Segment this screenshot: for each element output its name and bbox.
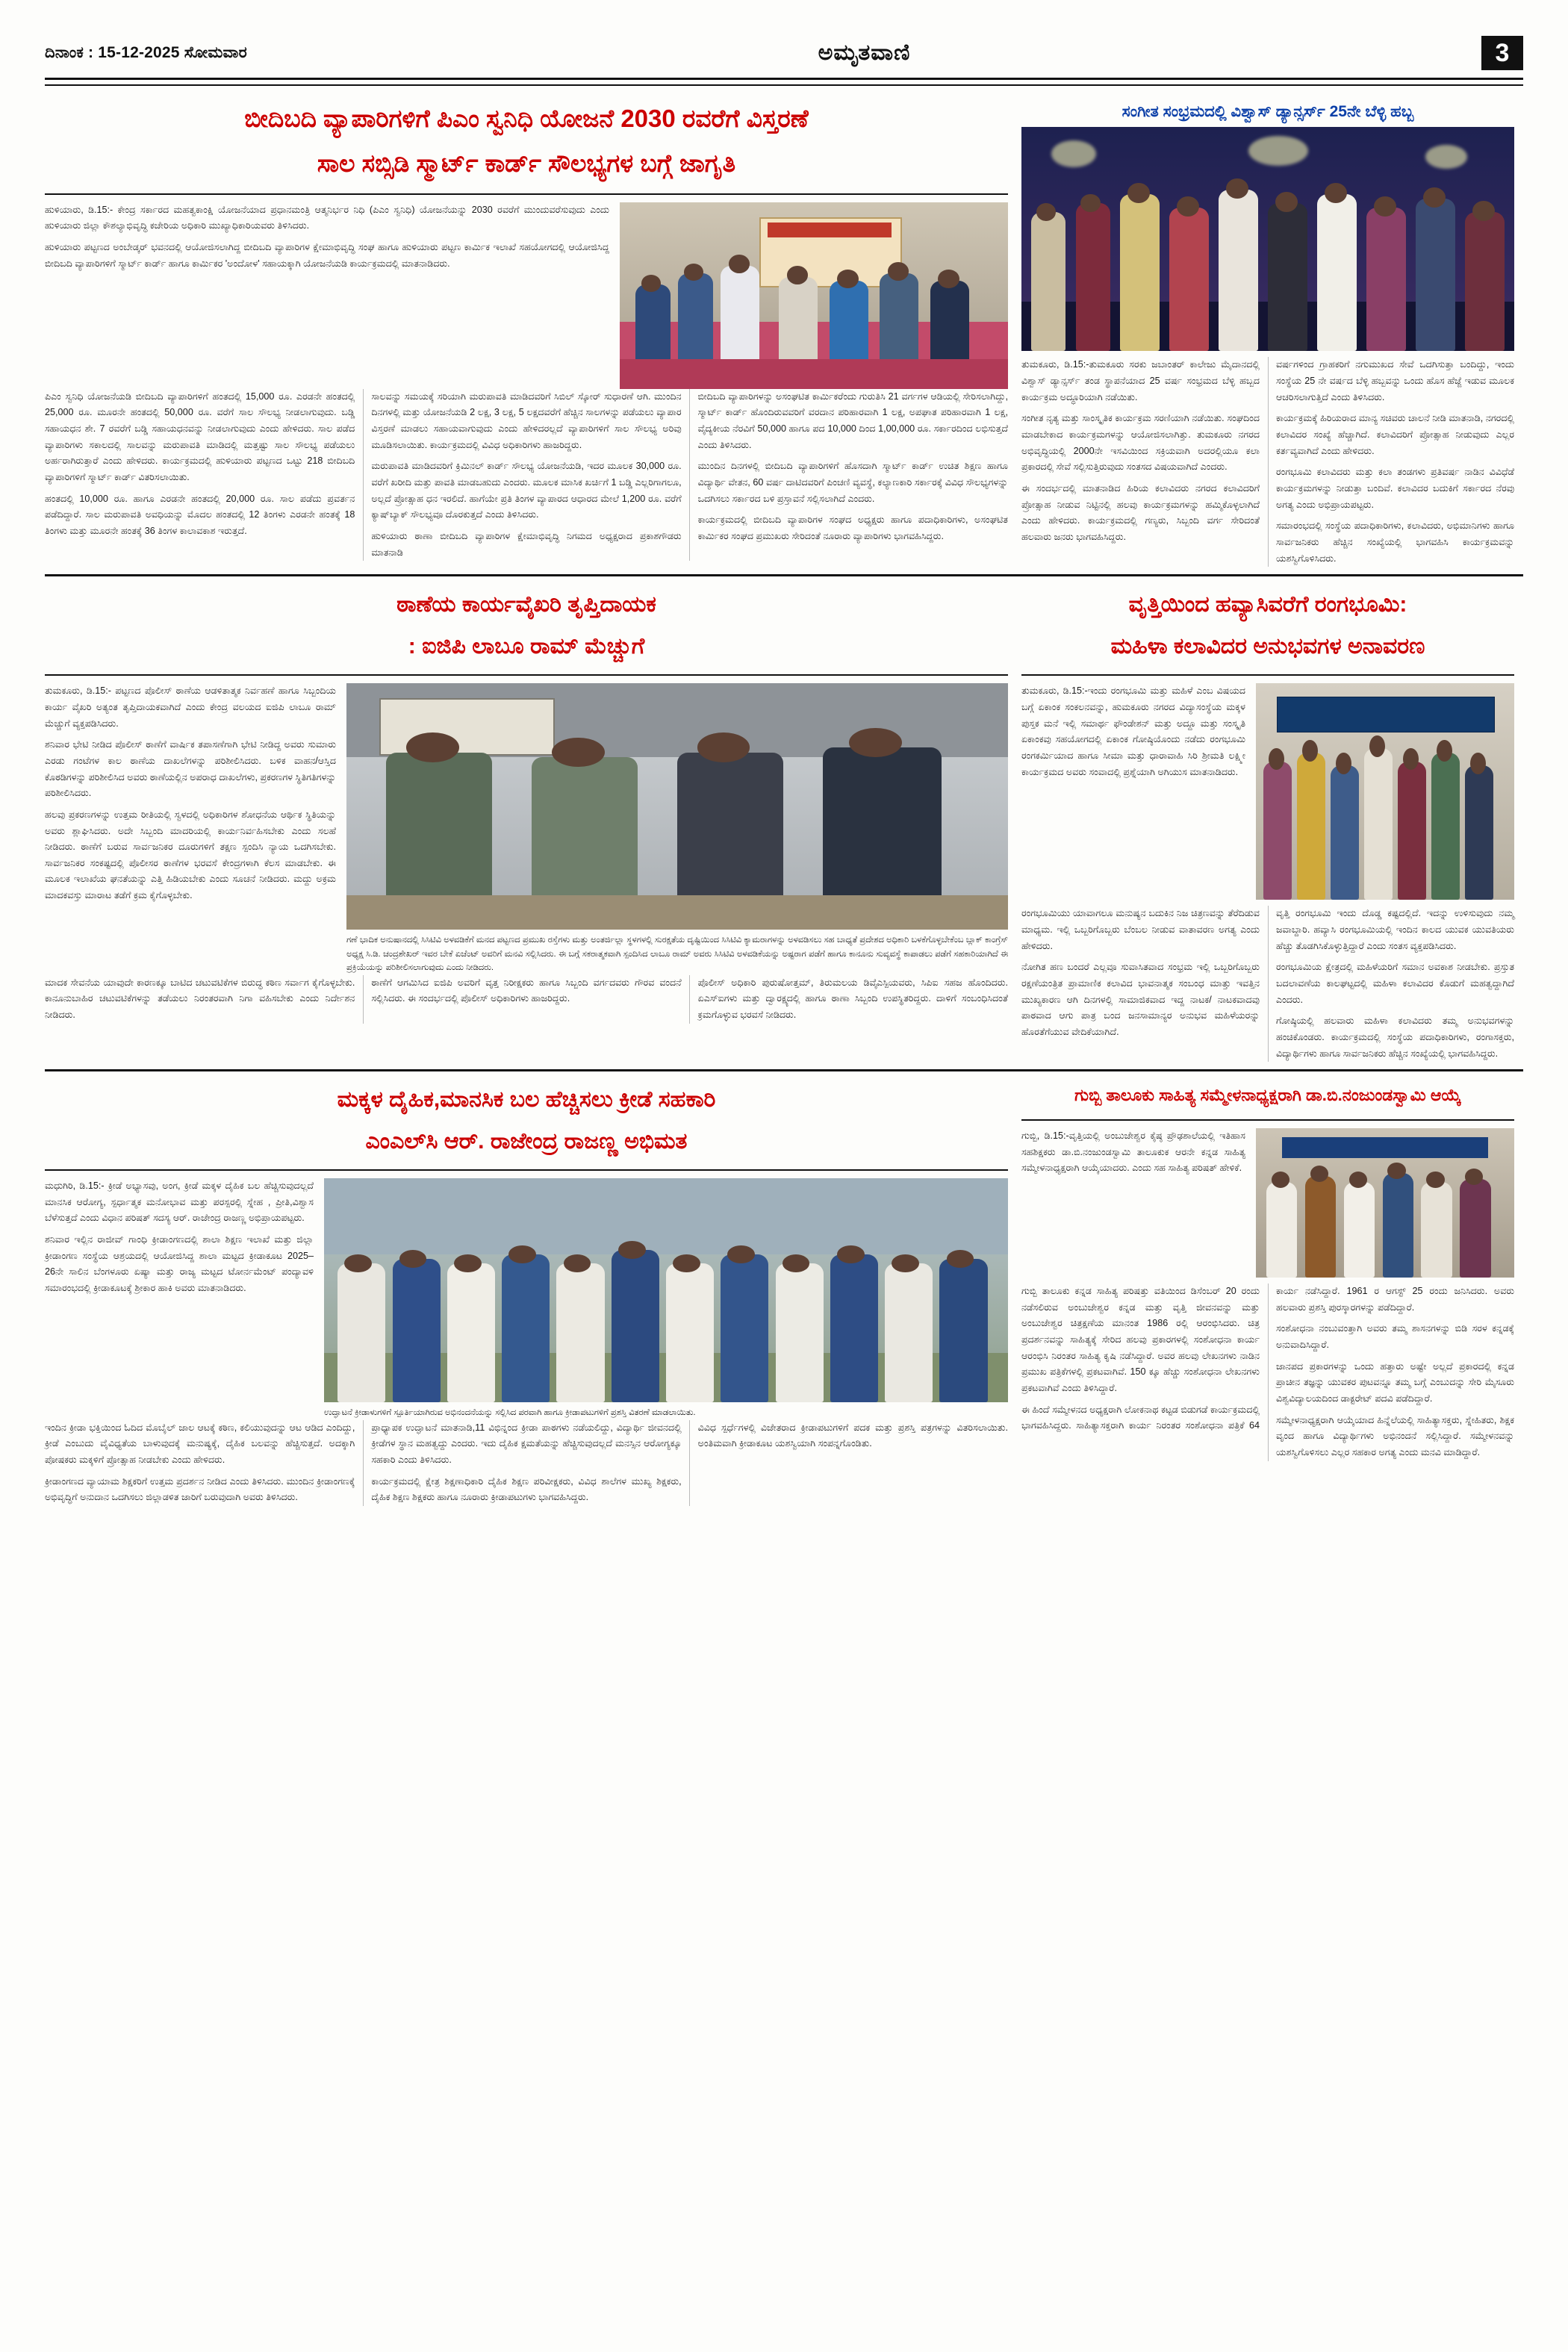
paragraph: ಹಂತದಲ್ಲಿ 10,000 ರೂ. ಹಾಗೂ ಎರಡನೇ ಹಂತದಲ್ಲಿ 20,000 ರೂ. ಸಾಲ ಪಡೆದು ಪ್ರವರ್ತನ ಪಡೆದಿದ್ದಾರೆ. ಸಾಲ ಮರುಪಾವತಿ ಅವಧಿಯನ್ನು ಮೊದಲ ಹಂತದಲ್ಲಿ 12 ತಿಂಗಳು ಎರಡನೇ ಹಂತಕ್ಕೆ 18 ತಿಂಗಳು ಮತ್ತು ಮೂರನೇ ಹಂತಕ್ಕೆ 36 ತಿಂಗಳ ಕಾಲಾವಕಾಶ ಇರುತ್ತದೆ. bbox=[45, 493, 355, 536]
paragraph: ಸಂಗೀತ ನೃತ್ಯ ಮತ್ತು ಸಾಂಸ್ಕೃತಿಕ ಕಾರ್ಯಕ್ರಮ ಸರಣಿಯಾಗಿ ನಡೆಯಿತು. ಸಂಘದಿಂದ ಮಾಡಬೇಕಾದ ಕಾರ್ಯಕ್ರಮಗಳನ್ನು ಆಯೋಜಿಸಲಾಗಿತ್ತು. ತುಮಕೂರು ನಗರದ ಅಭಿವೃದ್ಧಿಯಲ್ಲಿ 2000ನೇ ಇಸವಿಯಿಂದ ಸಕ್ರಿಯವಾಗಿ ಅದರಲ್ಲಿಯೂ ಕಲಾ ಪ್ರಕಾರದಲ್ಲಿ ಸೇವೆ ಸಲ್ಲಿಸುತ್ತಿರುವುದು ಸಂತಸದ ವಿಷಯವಾಗಿದೆ ಎಂದರು. bbox=[1021, 413, 1260, 473]
article-police-station bbox=[45, 585, 1008, 1062]
article-vishwas-dancers bbox=[1021, 98, 1514, 567]
vishwas-photo bbox=[1021, 127, 1514, 351]
gubbi-body bbox=[1021, 1128, 1514, 1461]
paragraph: ಪಿಎಂ ಸ್ವನಿಧಿ ಯೋಜನೆಯಡಿ ಬೀದಿಬದಿ ವ್ಯಾಪಾರಿಗಳಿಗೆ ಹಂತದಲ್ಲಿ 15,000 ರೂ. ಎರಡನೇ ಹಂತದಲ್ಲಿ 25,000 ರೂ. ಮೂರನೇ ಹಂತದಲ್ಲಿ 50,000 ರೂ. ವರೆಗೆ ಸಾಲ ಸೌಲಭ್ಯ ನೀಡಲಾಗುವುದು. ಬಡ್ಡಿ ಸಹಾಯಧನ ಶೇ. 7 ರವರೆಗೆ ಬಡ್ಡಿ ಸಹಾಯಧನವನ್ನು ನೀಡಲಾಗುವುದು ಎಂದು ಹೇಳಿದರು. ಸಾಲ ಪಡೆದ ವ್ಯಾಪಾರಿಗಳು ಸಕಾಲದಲ್ಲಿ ಸಾಲವನ್ನು ಮರುಪಾವತಿ ಮಾಡಿದಲ್ಲಿ ಮತ್ತಷ್ಟು ಸಾಲ ಸೌಲಭ್ಯ ಪಡೆಯಲು ಅರ್ಹರಾಗಿರುತ್ತಾರೆ ಎಂದು ಹೇಳಿದರು. ಕಾರ್ಯಕ್ರಮದಲ್ಲಿ ಹುಳಿಯಾರು ಪಟ್ಟಣದ ಒಟ್ಟು 218 ಬೀದಿಬದಿ ವ್ಯಾಪಾರಿಗಳಿಗೆ ಸ್ಮಾರ್ಟ್ ಕಾರ್ಡ್ ವಿತರಿಸಲಾಯಿತು. bbox=[45, 391, 355, 482]
paragraph: ಮಧುಗಿರಿ, ಡಿ.15:- ಕ್ರೀಡೆ ಅಭ್ಯಾಸವು, ಅಂಗ, ಕ್ರೀಡೆ ಮಕ್ಕಳ ದೈಹಿಕ ಬಲ ಹೆಚ್ಚಿಸುವುದಲ್ಲದೆ ಮಾನಸಿಕ ಆರೋಗ್ಯ, ಸ್ಪರ್ಧಾತ್ಮಕ ಮನೋಭಾವ ಮತ್ತು ಪರಸ್ಪರಲ್ಲಿ ಸ್ನೇಹ , ಪ್ರೀತಿ,ವಿಶ್ವಾಸ ಬೆಳೆಸುತ್ತದೆ ಎಂದು ವಿಧಾನ ಪರಿಷತ್ ಸದಸ್ಯ ಆರ್. ರಾಜೇಂದ್ರ ರಾಜಣ್ಣ ಅಭಿಪ್ರಾಯಪಟ್ಟರು. bbox=[45, 1180, 314, 1224]
article-sports-children bbox=[45, 1080, 1008, 1506]
paragraph: ವಿವಿಧ ಸ್ಪರ್ಧೆಗಳಲ್ಲಿ ವಿಜೇತರಾದ ಕ್ರೀಡಾಪಟುಗಳಿಗೆ ಪದಕ ಮತ್ತು ಪ್ರಶಸ್ತಿ ಪತ್ರಗಳನ್ನು ವಿತರಿಸಲಾಯಿತು. ಅಂತಿಮವಾಗಿ ಕ್ರೀಡಾಕೂಟ ಯಶಸ್ವಿಯಾಗಿ ಸಂಪನ್ನಗೊಂಡಿತು. bbox=[697, 1422, 1008, 1449]
sports-photo bbox=[324, 1178, 1008, 1402]
article-gubbi-sahitya bbox=[1021, 1080, 1514, 1506]
article-pm-svanidhi bbox=[45, 98, 1008, 567]
divider bbox=[45, 193, 1008, 195]
paragraph: ತುಮಕೂರು, ಡಿ.15:-ತುಮಕೂರು ಸರಕು ಜಬಾಂತರ್ ಕಾಲೇಜು ಮೈದಾನದಲ್ಲಿ ವಿಶ್ವಾಸ್ ಡ್ಯಾನ್ಸರ್ಸ್ ತಂಡ ಸ್ಥಾಪನೆಯಾದ 25 ವರ್ಷ ಸಂಭ್ರಮದ ಬೆಳ್ಳಿ ಹಬ್ಬದ ಕಾರ್ಯಕ್ರಮ ಅದ್ಧೂರಿಯಾಗಿ ನಡೆಯಿತು. bbox=[1021, 359, 1260, 402]
police-headline-1: ಠಾಣೆಯ ಕಾರ್ಯವೈಖರಿ ತೃಪ್ತಿದಾಯಕ bbox=[396, 592, 656, 617]
sports-headline-1: ಮಕ್ಕಳ ದೈಹಿಕ,ಮಾನಸಿಕ ಬಲ ಹೆಚ್ಚಿಸಲು ಕ್ರೀಡೆ ಸಹಕಾರಿ bbox=[337, 1087, 716, 1113]
paragraph: ರಂಗಭೂಮಿಯು ಯಾವಾಗಲೂ ಮನುಷ್ಯನ ಬದುಕಿನ ನಿಜ ಚಿತ್ರಣವನ್ನು ತೆರೆದಿಡುವ ಮಾಧ್ಯಮ. ಇಲ್ಲಿ ಒಬ್ಬರಿಗೊಬ್ಬರು ಬೆಂಬಲ ನೀಡುವ ವಾತಾವರಣ ಅಗತ್ಯ ಎಂದು ಹೇಳಿದರು. bbox=[1021, 908, 1260, 951]
paragraph: ಪ್ರಾಧ್ಯಾಪಕ ಉದ್ಘಾಟನೆ ಮಾತನಾಡಿ,11 ವಿಭಿನ್ನಂದ ಕ್ರೀಡಾ ಪಾಠಗಳು ನಡೆಯಲಿದ್ದು, ವಿದ್ಯಾರ್ಥಿ ಜೀವನದಲ್ಲಿ ಕ್ರೀಡೆಗಳ ಸ್ಥಾನ ಮಹತ್ವದ್ದು ಎಂದರು. ಇದು ದೈಹಿಕ ಕ್ಷಮತೆಯನ್ನು ಹೆಚ್ಚಿಸುವುದಲ್ಲದೆ ಮನಸ್ಸಿನ ಆರೋಗ್ಯಕ್ಕೂ ಸಹಕಾರಿ ಎಂದು ತಿಳಿಸಿದರು. bbox=[371, 1422, 682, 1465]
vishwas-body bbox=[1021, 357, 1514, 567]
masthead-rule bbox=[45, 84, 1523, 86]
theatre-headline-1: ವೃತ್ತಿಯಿಂದ ಹವ್ಯಾಸಿವರೆಗೆ ರಂಗಭೂಮಿ: bbox=[1128, 592, 1407, 617]
paragraph: ಠಾಣೆಗೆ ಆಗಮಿಸಿದ ಐಜಿಪಿ ಅವರಿಗೆ ವೃತ್ತ ನಿರೀಕ್ಷಕರು ಹಾಗೂ ಸಿಬ್ಬಂದಿ ವರ್ಗದವರು ಗೌರವ ವಂದನೆ ಸಲ್ಲಿಸಿದರು. ಈ ಸಂದರ್ಭದಲ್ಲಿ ಪೊಲೀಸ್ ಅಧಿಕಾರಿಗಳು ಹಾಜರಿದ್ದರು. bbox=[371, 977, 682, 1004]
paragraph: ಕಾರ್ಯಕ್ರಮದಲ್ಲಿ ಬೀದಿಬದಿ ವ್ಯಾಪಾರಿಗಳ ಸಂಘದ ಅಧ್ಯಕ್ಷರು ಹಾಗೂ ಪದಾಧಿಕಾರಿಗಳು, ಅಸಂಘಟಿತ ಕಾರ್ಮಿಕರ ಸಂಘದ ಪ್ರಮುಖರು ಸೇರಿದಂತೆ ನೂರಾರು ವ್ಯಾಪಾರಿಗಳು ಭಾಗವಹಿಸಿದ್ದರು. bbox=[697, 514, 1008, 541]
bottom-section bbox=[45, 1080, 1523, 1506]
section-divider-2 bbox=[45, 1069, 1523, 1071]
vishwas-headline: ಸಂಗೀತ ಸಂಭ್ರಮದಲ್ಲಿ ವಿಶ್ವಾಸ್ ಡ್ಯಾನ್ಸರ್ಸ್ 25ನೇ ಬೆಳ್ಳಿ ಹಬ್ಬ bbox=[1121, 103, 1414, 120]
paragraph: ಹಲವು ಪ್ರಕರಣಗಳನ್ನು ಉತ್ತಮ ರೀತಿಯಲ್ಲಿ ಸ್ವಳದಲ್ಲಿ ಅಧಿಕಾರಿಗಳ ಶೋಧನೆಯ ಆರ್ಥಿಕ ಸ್ಥಿತಿಯನ್ನು ಅವರು ಶ್ಲಾಘಿಸಿದರು. ಅದೇ ಸಿಬ್ಬಂದಿ ಮಾದರಿಯಲ್ಲಿ ಕಾರ್ಯನಿರ್ವಹಿಸಬೇಕು ಎಂದು ಸಲಹೆ ನೀಡಿದರು. ಠಾಣೆಗೆ ಬರುವ ಸಾರ್ವಜನಿಕರ ದೂರುಗಳಿಗೆ ತಕ್ಷಣ ಸ್ಪಂದಿಸಿ ನ್ಯಾಯ ಒದಗಿಸಬೇಕು. ಸಾರ್ವಜನಿಕರ ಸಂಕಷ್ಟದಲ್ಲಿ ಪೊಲೀಸರ ಠಾಣೆಗಳ ಭರವಸೆ ಕೇಂದ್ರಗಳಾಗಿ ಕೆಲಸ ಮಾಡಬೇಕು. ಈ ಮೂಲಕ ಇಲಾಖೆಯ ಘನತೆಯನ್ನು ಎತ್ತಿ ಹಿಡಿಯಬೇಕು ಎಂದು ಸೂಚನೆ ನೀಡಿದರು. ಮದ್ದು ಅಕ್ರಮ ಮಾದಕವಸ್ತು ಮಾರಾಟ ತಡೆಗೆ ಕ್ರಮ ಕೈಗೊಳ್ಳಬೇಕು. bbox=[45, 809, 336, 901]
pm-svanidhi-headline-2: ಸಾಲ ಸಬ್ಸಿಡಿ ಸ್ಮಾರ್ಟ್ ಕಾರ್ಡ್ ಸೌಲಭ್ಯಗಳ ಬಗ್ಗೆ ಜಾಗೃತಿ bbox=[317, 149, 736, 177]
paragraph: ಬೀದಿಬದಿ ವ್ಯಾಪಾರಿಗಳನ್ನು ಅಸಂಘಟಿತ ಕಾರ್ಮಿಕರೆಂದು ಗುರುತಿಸಿ 21 ವರ್ಗಗಳ ಆಡಿಯಲ್ಲಿ ಸೇರಿಸಲಾಗಿದ್ದು, ಸ್ಮಾರ್ಟ್ ಕಾರ್ಡ್ ಹೊಂದಿರುವವರಿಗೆ ವರದಾನ ಪರಿಹಾರವಾಗಿ 1 ಲಕ್ಷ, ಅಪಘಾತ ಪರಿಹಾರವಾಗಿ 1 ಲಕ್ಷ, ವೈದ್ಯಕೀಯ ನೆರವಿಗೆ 50,000 ಹಾಗೂ ಪದ 10,000 ದಿಂದ 1,00,000 ರೂ. ಸರ್ಕಾರದಿಂದ ಲಭಿಸುತ್ತದೆ ಎಂದು ತಿಳಿಸಿದರು. bbox=[697, 391, 1008, 450]
paragraph: ಪೊಲೀಸ್ ಅಧಿಕಾರಿ ಪುರುಷೋತ್ತಮ್, ತಿರುಮಲಯ ಡಿವೈಎಸ್ಪಿಯವರು, ಸಿಪಿಐ ಸಹಜ ಹೊಂದಿದರು. ಏಎಸ್‌ಐಗಳು ಮತ್ತು ದ್ವಾರಕ್ಷ್ಯದಲ್ಲಿ ಹಾಗೂ ಠಾಣಾ ಸಿಬ್ಬಂದಿ ಉಪಸ್ಥಿತರಿದ್ದರು. ದಾಳಿಗೆ ಸಂಬಂಧಿಸಿದಂತೆ ಕ್ರಮಗೊಳ್ಳುವ ಭರವಸೆ ನೀಡಿದರು. bbox=[697, 977, 1008, 1020]
paragraph: ಗುಬ್ಬಿ ತಾಲೂಕು ಕನ್ನಡ ಸಾಹಿತ್ಯ ಪರಿಷತ್ತು ವತಿಯಿಂದ ಡಿಸೆಂಬರ್ 20 ರಂದು ನಡೆಸಲಿರುವ ಅಂಬುಜೇಶ್ವರ ಕನ್ನಡ ಮತ್ತು ವೃತ್ತಿ ಜೀವನವನ್ನು ಮತ್ತು ಅಂಬುಜೇಶ್ವರ ಚಿತ್ರಕ್ಷಣೆಯ ಮಾನಂತ 1986 ರಲ್ಲಿ ಆರಂಭಿಸಿದರು. ಚಿತ್ರ ಪ್ರದರ್ಶನವನ್ನು ಸಾಹಿತ್ಯಕ್ಕೆ ಸೇರಿದ ಹಲವು ಪ್ರಕಾರಗಳಲ್ಲಿ ಸಂಶೋಧನಾ ಕಾರ್ಯ ಆರಂಭಿಸಿ ನಿರಂತರ ಸಾಹಿತ್ಯ ಕೃಷಿ ನಡೆಸಿದ್ದಾರೆ. ಅವರ ಹಲವು ಲೇಖನಗಳು ನಾಡಿನ ಪ್ರಮುಖ ಪತ್ರಿಕೆಗಳಲ್ಲಿ ಪ್ರಕಟವಾಗಿವೆ. 150 ಕ್ಕೂ ಹೆಚ್ಚು ಸಂಶೋಧನಾ ಲೇಖನಗಳು ಪ್ರಕಟವಾಗಿವೆ ಎಂದು ತಿಳಿಸಿದ್ದಾರೆ. bbox=[1021, 1286, 1260, 1393]
middle-section bbox=[45, 585, 1523, 1062]
paragraph: ಶನಿವಾರ ಇಲ್ಲಿನ ರಾಜೀವ್ ಗಾಂಧಿ ಕ್ರೀಡಾಂಗಣದಲ್ಲಿ ಶಾಲಾ ಶಿಕ್ಷಣ ಇಲಾಖೆ ಮತ್ತು ಜಿಲ್ಲಾ ಕ್ರೀಡಾಂಗಣ ಸಂಸ್ಥೆಯ ಆಶ್ರಯದಲ್ಲಿ ಆಯೋಜಿಸಿದ್ದ ಶಾಲಾ ಮಟ್ಟದ ಕ್ರೀಡಾಕೂಟ 2025–26ನೇ ಸಾಲಿನ ಬೆಂಗಳೂರು ಏಷ್ಯಾ ಮತ್ತು ರಾಜ್ಯ ಮಟ್ಟದ ಟೋರ್ನಮೆಂಟ್ ಪಂದ್ಯಾವಳಿ ಸಮಾರಂಭದಲ್ಲಿ ಕ್ರೀಡಾಕೂಟಕ್ಕೆ ಶ್ರೀಕಾರ ಹಾಕಿ ಅವರು ಮಾತನಾಡಿದರು. bbox=[45, 1234, 314, 1294]
gubbi-headline: ಗುಬ್ಬಿ ತಾಲೂಕು ಸಾಹಿತ್ಯ ಸಮ್ಮೇಳನಾಧ್ಯಕ್ಷರಾಗಿ ಡಾ.ಬಿ.ನಂಜುಂಡಸ್ವಾಮಿ ಆಯ್ಕೆ bbox=[1074, 1086, 1461, 1105]
paragraph: ಕಾರ್ಯಕ್ರಮದಲ್ಲಿ ಕ್ಷೇತ್ರ ಶಿಕ್ಷಣಾಧಿಕಾರಿ ದೈಹಿಕ ಶಿಕ್ಷಣ ಪರಿವೀಕ್ಷಕರು, ವಿವಿಧ ಶಾಲೆಗಳ ಮುಖ್ಯ ಶಿಕ್ಷಕರು, ದೈಹಿಕ ಶಿಕ್ಷಣ ಶಿಕ್ಷಕರು ಹಾಗೂ ನೂರಾರು ಕ್ರೀಡಾಪಟುಗಳು ಭಾಗವಹಿಸಿದ್ದರು. bbox=[371, 1475, 682, 1503]
paragraph: ಗೋಷ್ಠಿಯಲ್ಲಿ ಹಲವಾರು ಮಹಿಳಾ ಕಲಾವಿದರು ತಮ್ಮ ಅನುಭವಗಳನ್ನು ಹಂಚಿಕೊಂಡರು. ಕಾರ್ಯಕ್ರಮದಲ್ಲಿ ಸಂಸ್ಥೆಯ ಪದಾಧಿಕಾರಿಗಳು, ರಂಗಾಸಕ್ತರು, ವಿದ್ಯಾರ್ಥಿಗಳು ಹಾಗೂ ಸಾರ್ವಜನಿಕರು ಹೆಚ್ಚಿನ ಸಂಖ್ಯೆಯಲ್ಲಿ ಭಾಗವಹಿಸಿದ್ದರು. bbox=[1276, 1015, 1514, 1059]
police-photo bbox=[346, 683, 1008, 930]
police-photo-caption: ಗಣೆ ಭಾದಿಕ ಅನುಷಾನದಲ್ಲಿ ಸಿಸಿಟಿವಿ ಅಳವಡಿಕೆಗೆ ಮನದ ಪಟ್ಟಣದ ಪ್ರಮುಖ ರಸ್ತೆಗಳು ಮತ್ತು ಅಂತರ್ಜಿಲ್ಲಾ ಸ್ಥಳಗಳಲ್ಲಿ ಸುರಕ್ಷತೆಯ ದೃಷ್ಟಿಯಿಂದ ಸಿಸಿಟಿವಿ ಕ್ಯಾಮರಾಗಳನ್ನು ಅಳವಡಿಸಲು ಸಹ ಬಾಧ್ಯತೆ ಪ್ರದೇಶದ ಅಧಿಕಾರಿ ಬಳಕೆಗೊಳ್ಳಬೇಕೆಂಬ ಬ್ಲಾಕ್ ಕಾಂಗ್ರೆಸ್ ಅಧ್ಯಕ್ಷ ಸಿ.ಡಿ. ಚಂದ್ರಶೇಖರ್ ಇವರ ಬೇಕೆ ಏಜೆಂಟ್ ಅವರಿಗೆ ಮನವಿ ಸಲ್ಲಿಸಿದರು. ಈ ಬಗ್ಗೆ ಸಕರಾತ್ಮಕವಾಗಿ ಸ್ಪಂದಿಸಿದ ಲಾಬೂ ರಾಮ್ ಅವರು ಸಿಸಿಟಿವಿ ಅಳವಡಿಕೆಯನ್ನು ಅಷ್ಟರಾಗ ಪಡೆಗೆ ಹಾಗೂ ಕಾನೂನು ಸುವ್ಯವಸ್ಥೆ ಕಾಪಾಡಲು ಪಡೆಗೆ ಸಹಕಾರಿಯಾಗಿದೆ ಈ ಪ್ರಕ್ರಿಯೆಯನ್ನು ಪರಿಶೀಲಿಸಲಾಗುವುದು ಎಂದು ನೀಡಿದರು. bbox=[346, 936, 1008, 973]
gubbi-photo bbox=[1256, 1128, 1514, 1278]
paragraph: ಹುಳಿಯಾರು ಠಾಣಾ ಬೀದಿಬದಿ ವ್ಯಾಪಾರಿಗಳ ಕ್ಷೇಮಾಭಿವೃದ್ಧಿ ನಿಗಮದ ಅಧ್ಯಕ್ಷರಾದ ಪ್ರಕಾಶಗೌಡರು ಮಾತನಾಡಿ bbox=[371, 530, 682, 558]
paragraph: ಜಾನಪದ ಪ್ರಕಾರಗಳನ್ನು ಒಂದು ಹತ್ತಾರು ಅಷ್ಟೇ ಅಲ್ಲದೆ ಪ್ರಕಾರದಲ್ಲಿ ಕನ್ನಡ ಪ್ರಾಚೀನ ತಜ್ಞನ್ನು ಯುವಕರ ಪುಟವನ್ನೂ ತಮ್ಮ ಬಗ್ಗೆ ಎಂಬುದನ್ನು ಸೇರಿ ಮೈಸೂರು ವಿಶ್ವವಿದ್ಯಾಲಯದಿಂದ ಡಾಕ್ಟರೇಟ್ ಪದವಿ ಪಡೆದಿದ್ದಾರೆ. bbox=[1276, 1360, 1514, 1404]
paragraph: ಕಾರ್ಯಕ್ರಮಕ್ಕೆ ಹಿರಿಯರಾದ ಮಾನ್ಯ ಸಚಿವರು ಚಾಲನೆ ನೀಡಿ ಮಾತನಾಡಿ, ನಗರದಲ್ಲಿ ಕಲಾವಿದರ ಸಂಖ್ಯೆ ಹೆಚ್ಚಾಗಿದೆ. ಕಲಾವಿದರಿಗೆ ಪ್ರೋತ್ಸಾಹ ನೀಡುವುದು ಎಲ್ಲರ ಕರ್ತವ್ಯವಾಗಿದೆ ಎಂದು ಹೇಳಿದರು. bbox=[1276, 413, 1514, 456]
paragraph: ಈ ಸಂದರ್ಭದಲ್ಲಿ ಮಾತನಾಡಿದ ಹಿರಿಯ ಕಲಾವಿದರು ನಗರದ ಕಲಾವಿದರಿಗೆ ಪ್ರೋತ್ಸಾಹ ನೀಡುವ ನಿಟ್ಟಿನಲ್ಲಿ ಹಲವು ಕಾರ್ಯಕ್ರಮಗಳನ್ನು ಹಮ್ಮಿಕೊಳ್ಳಲಾಗಿದೆ ಎಂದು ಹೇಳಿದರು. ಕಾರ್ಯಕ್ರಮದಲ್ಲಿ ಗಣ್ಯರು, ಸಿಬ್ಬಂದಿ ವರ್ಗ ಸೇರಿದಂತೆ ಹಲವಾರು ಜನರು ಭಾಗವಹಿಸಿದ್ದರು. bbox=[1021, 482, 1260, 542]
police-body bbox=[45, 683, 1008, 1023]
paragraph: ತುಮಕೂರು, ಡಿ.15:- ಪಟ್ಟಣದ ಪೊಲೀಸ್ ಠಾಣೆಯ ಆಡಳಿತಾತ್ಮಕ ನಿರ್ವಹಣೆ ಹಾಗೂ ಸಿಬ್ಬಂದಿಯ ಕಾರ್ಯ ವೈಖರಿ ಅತ್ಯಂತ ತೃಪ್ತಿದಾಯಕವಾಗಿದೆ ಎಂದು ಕೇಂದ್ರ ವಲಯದ ಐಜಿಪಿ ಲಾಬೂ ರಾಮ್ ಮೆಚ್ಚುಗೆ ವ್ಯಕ್ತಪಡಿಸಿದರು. bbox=[45, 685, 336, 729]
article-theatre-women bbox=[1021, 585, 1514, 1062]
police-headline-2: : ಐಜಿಪಿ ಲಾಬೂ ರಾಮ್ ಮೆಚ್ಚುಗೆ bbox=[408, 633, 645, 659]
masthead bbox=[45, 36, 1523, 80]
paragraph: ಈ ಹಿಂದೆ ಸಮ್ಮೇಳನದ ಅಧ್ಯಕ್ಷರಾಗಿ ಲೋಕನಾಥ ಕಟ್ಟಡ ಬಿಡುಗಡೆ ಕಾರ್ಯಕ್ರಮದಲ್ಲಿ ಭಾಗವಹಿಸಿದ್ದರು. ಸಾಹಿತ್ಯಾಸಕ್ತರಾಗಿ ಕಾರ್ಯ ನಿರಂತರ ಸಂಶೋಧನಾ ಪತ್ರಿಕೆ 64 ಕಾರ್ಯ ನಡೆಸಿದ್ದಾರೆ. 1961 ರ ಆಗಸ್ಟ್ 25 ರಂದು ಜನಿಸಿದರು. ಅವರು ಹಲವಾರು ಪ್ರಶಸ್ತಿ ಪುರಸ್ಕಾರಗಳನ್ನು ಪಡೆದಿದ್ದಾರೆ. bbox=[1021, 1286, 1514, 1431]
divider bbox=[45, 674, 1008, 676]
paragraph: ಹುಳಿಯಾರು ಪಟ್ಟಣದ ಅಂಬೇಡ್ಕರ್ ಭವನದಲ್ಲಿ ಆಯೋಜಿಸಲಾಗಿದ್ದ ಬೀದಿಬದಿ ವ್ಯಾಪಾರಿಗಳ ಕ್ಷೇಮಾಭಿವೃದ್ಧಿ ಸಂಘ ಹಾಗೂ ಹುಳಿಯಾರು ಪಟ್ಟಣ ಕಾರ್ಮಿಕ ಇಲಾಖೆ ಸಹಯೋಗದಲ್ಲಿ ಆಯೋಜಿಸಿದ್ದ ಬೀದಿಬದಿ ವ್ಯಾಪಾರಿಗಳಿಗೆ ಸ್ಮಾರ್ಟ್ ಕಾರ್ಡ್ ಹಾಗೂ ಕಾರ್ಮಿಕರ 'ಅಂದೋಳ' ಸಹಾಯಕ್ಕಾಗಿ ಯೋಜನೆಯಡಿ ಕಾರ್ಯಕ್ರಮದಲ್ಲಿ ಮಾತನಾಡಿದರು. bbox=[45, 242, 609, 269]
paragraph: ವರ್ಷಗಳಿಂದ ಗ್ರಾಹಕರಿಗೆ ನಗುಮುಖದ ಸೇವೆ ಒದಗಿಸುತ್ತಾ ಬಂದಿದ್ದು, ಇಂದು ಸಂಸ್ಥೆಯ 25 ನೇ ವರ್ಷದ ಬೆಳ್ಳಿ ಹಬ್ಬವನ್ನು ಒಂದು ಹೊಸ ಹೆಜ್ಜೆ ಇಡುವ ಮೂಲಕ ಆಚರಿಸಲಾಗುತ್ತಿದೆ ಎಂದು ತಿಳಿಸಿದರು. bbox=[1276, 359, 1514, 402]
sports-photo-caption: ಉದ್ಘಾಟನೆ ಕ್ರೀಡಾಳುಗಳಿಗೆ ಸ್ಪೂರ್ತಿಯಾಗಿರುವ ಅಭಿನಂದನೆಯನ್ನು ಸಲ್ಲಿಸಿದ ಪರವಾಗಿ ಹಾಗೂ ಕ್ರೀಡಾಪಟುಗಳಿಗೆ ಪ್ರಶಸ್ತಿ ವಿತರಣೆ ಮಾಡಲಾಯಿತು. bbox=[324, 1408, 696, 1418]
paragraph: ಮರುಪಾವತಿ ಮಾಡಿದವರಿಗೆ ಕ್ರಿಮಿನಲ್ ಕಾರ್ಡ್ ಸೌಲಭ್ಯ ಯೋಜನೆಯಡಿ, ಇದರ ಮೂಲಕ 30,000 ರೂ. ವರೆಗೆ ಖರೀದಿ ಮತ್ತು ಪಾವತಿ ಮಾಡಬಹುದು ಎಂದರು. ಮೂಲಕ ಮಾಸಿಕ ಖರ್ಚಿಗೆ 1 ಬಡ್ಡಿ ಎಲ್ಲರಿಗಾಗಲೂ, ಅಲ್ಲದೆ ಪ್ರೋತ್ಸಾಹ ಧನ ಇರಲಿದೆ. ಹಾಗೆಯೇ ಪ್ರತಿ ತಿಂಗಳ ವ್ಯಾಪಾರದ ಆಧಾರದ ಮೇಲೆ 1,200 ರೂ. ವರೆಗೆ ಕ್ಯಾಷ್‌ಬ್ಯಾಕ್ ಸೌಲಭ್ಯವೂ ದೊರಕುತ್ತದೆ ಎಂದು ತಿಳಿಸಿದರು. bbox=[371, 461, 682, 520]
paragraph: ಗುಬ್ಬಿ, ಡಿ.15:-ವೃತ್ತಿಯಲ್ಲಿ ಅಂಬುಜೇಶ್ವರ ಕೈಷ್ಠ ಪ್ರೌಢಶಾಲೆಯಲ್ಲಿ ಇತಿಹಾಸ ಸಹಶಿಕ್ಷಕರು ಡಾ.ಬಿ.ನಂಜುಂಡಸ್ವಾಮಿ ತಾಲೂಕುಕ ಆರನೇ ಕನ್ನಡ ಸಾಹಿತ್ಯ ಸಮ್ಮೇಳನಾಧ್ಯಕ್ಷರಾಗಿ ಆಯ್ಕೆಯಾದರು. ಎಂದು ಸಹ ಸಾಹಿತ್ಯ ಪರಿಷತ್ ಹೇಳಿಕೆ. bbox=[1021, 1130, 1245, 1174]
paragraph: ಮುಂದಿನ ದಿನಗಳಲ್ಲಿ ಬೀದಿಬದಿ ವ್ಯಾಪಾರಿಗಳಿಗೆ ಹೊಸದಾಗಿ ಸ್ಮಾರ್ಟ್ ಕಾರ್ಡ್ ಉಚಿತ ಶಿಕ್ಷಣ ಹಾಗೂ ವಿದ್ಯಾರ್ಥಿ ವೇತನ, 60 ವರ್ಷ ದಾಟಿದವರಿಗೆ ಪಿಂಚಣಿ ವ್ಯವಸ್ಥೆ, ಕಲ್ಯಾಣಕಾರಿ ಸರ್ಕಾರಕ್ಕೆ ವಿವಿಧ ಸೌಲಭ್ಯಗಳನ್ನು ಒದಗಿಸಲು ಸರ್ಕಾರದ ಬಳಿ ಪ್ರಸ್ತಾವನೆ ಸಲ್ಲಿಸಲಾಗಿದೆ ಎಂದರು. bbox=[697, 461, 1008, 504]
paragraph: ರಂಗಭೂಮಿ ಕಲಾವಿದರು ಮತ್ತು ಕಲಾ ತಂಡಗಳು ಪ್ರತಿವರ್ಷ ನಾಡಿನ ವಿವಿಧೆಡೆ ಕಾರ್ಯಕ್ರಮಗಳನ್ನು ನೀಡುತ್ತಾ ಬಂದಿವೆ. ಕಲಾವಿದರ ಬದುಕಿಗೆ ಸರ್ಕಾರದ ನೆರವು ಅಗತ್ಯ ಎಂದು ಅಭಿಪ್ರಾಯಪಟ್ಟರು. bbox=[1276, 467, 1514, 510]
paragraph: ಸಾಲವನ್ನು ಸಮಯಕ್ಕೆ ಸರಿಯಾಗಿ ಮರುಪಾವತಿ ಮಾಡಿದವರಿಗೆ ಸಿಬಿಲ್ ಸ್ಕೋರ್ ಸುಧಾರಣೆ ಆಗಿ. ಮುಂದಿನ ದಿನಗಳಲ್ಲಿ ಮತ್ತು ಯೋಜನೆಯಡಿ 2 ಲಕ್ಷ, 3 ಲಕ್ಷ, 5 ಲಕ್ಷದವರೆಗೆ ಹೆಚ್ಚಿನ ಸಾಲಗಳನ್ನು ಪಡೆಯಲು ವ್ಯಾಪಾರ ವಿಸ್ತರಣೆ ಮಾಡಲು ಸಹಾಯವಾಗುವುದು ಎಂದು ಹೇಳಿದರಲ್ಲದೆ ವ್ಯಾಪಾರಿಗಳಿಗೆ ಸಾಲ ಸೌಲಭ್ಯ ಅರಿವು ಮೂಡಿಸಲಾಯಿತು. ಕಾರ್ಯಕ್ರಮದಲ್ಲಿ ವಿವಿಧ ಅಧಿಕಾರಿಗಳು ಹಾಜರಿದ್ದರು. bbox=[371, 391, 682, 450]
top-section bbox=[45, 98, 1523, 567]
page-number: 3 bbox=[1481, 36, 1523, 70]
paper-title: ಅಮೃತವಾಣಿ bbox=[818, 40, 911, 65]
paragraph: ಕ್ರೀಡಾಂಗಣದ ವ್ಯಾಯಾಮ ಶಿಕ್ಷಕರಿಗೆ ಉತ್ತಮ ಪ್ರದರ್ಶನ ನೀಡಿದ ಎಂದು ತಿಳಿಸಿದರು. ಮುಂದಿನ ಕ್ರೀಡಾಂಗಣಕ್ಕೆ ಅಭಿವೃದ್ಧಿಗೆ ಅನುದಾನ ಒದಗಿಸಲು ಜಿಲ್ಲಾಡಳಿತ ಜಾರಿಗೆ ಬರುವುದಾಗಿ ಅವರು ತಿಳಿಸಿದರು. bbox=[45, 1475, 355, 1503]
paragraph: ನೋಗಿತ ಹಣ ಬಂದರೆ ಎಲ್ಲವೂ ಸುವಾಸಿತವಾದ ಸಂಭ್ರಮ ಇಲ್ಲಿ ಒಬ್ಬರಿಗೊಬ್ಬರು ರಕ್ಷಣೆಯಂತ್ರಿತ ಪ್ರಾಮಾಣಿಕ ಕಲಾವಿದ ಭಾವನಾತ್ಮಕ ಸಂಬಂಧ ಮಾತ್ತು ಇವತ್ತಿನ ಮುಖ್ಯಕಾರಣ ಆಗಿ ದಿನಗಳಲ್ಲಿ ಸಾಮಾಜಿಕವಾದ ಇದ್ದ ನಾಟಕ/ ನಾಟಕವಾದವು ಪಾಠವಾದ ಆಗು ಪಾತ್ರ ಬಂದ ಜನಸಾಮಾನ್ಯರ ಅನುಭವ ಮಹಿಳೆಯರನ್ನು ಹೊರತೆಗೆಯುವ ವೇದಿಕೆಯಾಗಿದೆ. bbox=[1021, 962, 1260, 1037]
divider bbox=[1021, 674, 1514, 676]
paragraph: ಹುಳಿಯಾರು, ಡಿ.15:- ಕೇಂದ್ರ ಸರ್ಕಾರದ ಮಹತ್ವಕಾಂಕ್ಷಿ ಯೋಜನೆಯಾದ ಪ್ರಧಾನಮಂತ್ರಿ ಆತ್ಮನಿರ್ಭರ ನಿಧಿ (ಪಿಎಂ ಸ್ವನಿಧಿ) ಯೋಜನೆಯನ್ನು 2030 ರವರೆಗೆ ಮುಂದುವರೆಸುವುದು ಎಂದು ಹುಳಿಯಾರು ಜಿಲ್ಲಾ ಕೌಶಲ್ಯಾಭಿವೃದ್ಧಿ ಕಚೇರಿಯ ಅಧಿಕಾರಿ ಮುಖ್ಯಾಧಿಕಾರಿಯವರು ತಿಳಿಸಿದರು. bbox=[45, 204, 609, 231]
publication-date: ದಿನಾಂಕ : 15-12-2025 ಸೋಮವಾರ bbox=[45, 44, 247, 61]
sports-headline-2: ಎಂಎಲ್‌ಸಿ ಆರ್. ರಾಜೇಂದ್ರ ರಾಜಣ್ಣ ಅಭಿಮತ bbox=[365, 1128, 688, 1154]
section-divider bbox=[45, 574, 1523, 576]
paragraph: ಸಮ್ಮೇಳನಾಧ್ಯಕ್ಷರಾಗಿ ಆಯ್ಕೆಯಾದ ಹಿನ್ನೆಲೆಯಲ್ಲಿ ಸಾಹಿತ್ಯಾಸಕ್ತರು, ಸ್ನೇಹಿತರು, ಶಿಕ್ಷಕ ವೃಂದ ಹಾಗೂ ವಿದ್ಯಾರ್ಥಿಗಳು ಅಭಿನಂದನೆ ಸಲ್ಲಿಸಿದ್ದಾರೆ. ಸಮ್ಮೇಳನವನ್ನು ಯಶಸ್ವಿಗೊಳಿಸಲು ಎಲ್ಲರ ಸಹಕಾರ ಅಗತ್ಯ ಎಂದು ಮನವಿ ಮಾಡಿದ್ದಾರೆ. bbox=[1276, 1414, 1514, 1457]
paragraph: ಶನಿವಾರ ಭೇಟಿ ನೀಡಿದ ಪೊಲೀಸ್ ಠಾಣೆಗೆ ವಾರ್ಷಿಕ ತಪಾಸಣೆಗಾಗಿ ಭೇಟಿ ನೀಡಿದ್ದ ಅವರು ಸುಮಾರು ಎರಡು ಗಂಟೆಗಳ ಕಾಲ ಠಾಣೆಯ ದಾಖಲೆಗಳನ್ನು ಪರಿಶೀಲಿಸಿದರು. ಬಳಿಕ ವಾಹನ/ಆಸ್ತಿದ ಕೊಠಡಿಗಳನ್ನು ಪರಿಶೀಲಿಸಿದ ಅವರು ಠಾಣೆಯಲ್ಲಿನ ಅಪರಾಧ ದಾಖಲೆಗಳು, ಪ್ರಕರಣಗಳ ಸ್ಥಿತಿಗತಿಗಳನ್ನು ಪರಿಶೀಲಿಸಿದರು. bbox=[45, 739, 336, 799]
theatre-headline-2: ಮಹಿಳಾ ಕಲಾವಿದರ ಅನುಭವಗಳ ಅನಾವರಣ bbox=[1110, 633, 1425, 659]
paragraph: ಸಮಾರಂಭದಲ್ಲಿ ಸಂಸ್ಥೆಯ ಪದಾಧಿಕಾರಿಗಳು, ಕಲಾವಿದರು, ಅಭಿಮಾನಿಗಳು ಹಾಗೂ ಸಾರ್ವಜನಿಕರು ಹೆಚ್ಚಿನ ಸಂಖ್ಯೆಯಲ್ಲಿ ಭಾಗವಹಿಸಿ ಕಾರ್ಯಕ್ರಮವನ್ನು ಯಶಸ್ವಿಗೊಳಿಸಿದರು. bbox=[1276, 520, 1514, 564]
divider bbox=[1021, 1119, 1514, 1121]
pm-svanidhi-headline-1: ಬೀದಿಬದಿ ವ್ಯಾಪಾರಿಗಳಿಗೆ ಪಿಎಂ ಸ್ವನಿಧಿ ಯೋಜನೆ 2030 ರವರೆಗೆ ವಿಸ್ತರಣೆ bbox=[244, 105, 809, 132]
paragraph: ಸಂಶೋಧನಾ ನಂಬುವಂತ್ತಾಗಿ ಅವರು ತಮ್ಮ ಶಾಸನಗಳನ್ನು ಬಿಡಿ ಸರಳ ಕನ್ನಡಕ್ಕೆ ಅನುವಾದಿಸಿದ್ದಾರೆ. bbox=[1276, 1323, 1514, 1351]
sports-body bbox=[45, 1178, 1008, 1506]
theatre-body bbox=[1021, 683, 1514, 1062]
divider bbox=[45, 1169, 1008, 1171]
paragraph: ತುಮಕೂರು, ಡಿ.15:-ಇಂದು ರಂಗಭೂಮಿ ಮತ್ತು ಮಹಿಳೆ ಎಂಬ ವಿಷಯದ ಬಗ್ಗೆ ಏಕಾಂಕ ಸಂಕಲನವನ್ನು, ಹುಮಕೂರು ನಗರದ ವಿದ್ಯಾಸಂಸ್ಥೆಯ ಮಕ್ಕಳ ಪುಸ್ತಕ ಮನೆ ಇಲ್ಲಿ ಸಮಾರ್ಥ ಫೌಂಡೇಶನ್ ಮತ್ತು ಅದ್ದೂ ಮತ್ತು ಸಂಸ್ಕೃತಿ ಏಕಾಂಕವು ಸಹಯೋಗದಲ್ಲಿ ಏಕಾಂಕ ಗೋಷ್ಠಿಯೊಂದು ನಡೆದು ರಂಗಭೂಮಿ ರಂಗಕರ್ಮಿಯಾದ ಹಾಗೂ ಸೀಮಾ ಮತ್ತು ಧಾರಾವಾಹಿ ಸಿರಿ ಶ್ರೀಮತಿ ಲಕ್ಷ್ಮೀ ಕಾರ್ಯಕ್ರಮದ ಅವರು ಸಂವಾದಲ್ಲಿ ಪ್ರಶ್ನೆಯಾಗಿ ಅಗಿಯುಸ ಮಾತನಾಡಿದರು. bbox=[1021, 685, 1245, 777]
paragraph: ಮಾದಕ ಸೇವನೆಯ ಯಾವುದೇ ಕಾರಣಕ್ಕೂ ಬಾಟಿದ ಚಟುವಟಿಕೆಗಳ ಬಿರುದ್ಧ ಕಠಿಣ ಸರ್ವಾಗ ಕೈಗೊಳ್ಳಬೇಕು. ಕಾನೂನುಬಾಹಿರ ಚಟುವಟಿಕೆಗಳನ್ನು ತಡೆಯಲು ನಿರಂತರವಾಗಿ ನಿಗಾ ವಹಿಸಬೇಕು ಎಂದು ನಿರ್ದೇಶನ ನೀಡಿದರು. bbox=[45, 977, 355, 1020]
pm-svanidhi-body bbox=[45, 202, 1008, 561]
paragraph: ರಂಗಭೂಮಿಯ ಕ್ಷೇತ್ರದಲ್ಲಿ ಮಹಿಳೆಯರಿಗೆ ಸಮಾನ ಅವಕಾಶ ನೀಡಬೇಕು. ಪ್ರಸ್ತುತ ಬದಲಾವಣೆಯ ಕಾಲಘಟ್ಟದಲ್ಲಿ ಮಹಿಳಾ ಕಲಾವಿದರ ಕೊಡುಗೆ ಮಹತ್ವದ್ದಾಗಿದೆ ಎಂದರು. bbox=[1276, 962, 1514, 1005]
pm-svanidhi-photo bbox=[620, 202, 1008, 389]
theatre-photo bbox=[1256, 683, 1514, 900]
paragraph: ವೃತ್ತಿ ರಂಗಭೂಮಿ ಇಂದು ದೊಡ್ಡ ಕಷ್ಟದಲ್ಲಿದೆ. ಇದನ್ನು ಉಳಿಸುವುದು ನಮ್ಮ ಜವಾಬ್ದಾರಿ. ಹವ್ಯಾಸಿ ರಂಗಭೂಮಿಯಲ್ಲಿ ಇಂದಿನ ಕಾಲದ ಯುವಕ ಯುವತಿಯರು ಹೆಚ್ಚು ತೊಡಗಿಸಿಕೊಳ್ಳುತ್ತಿದ್ದಾರೆ ಎಂದು ಸಂತಸ ವ್ಯಕ್ತಪಡಿಸಿದರು. bbox=[1276, 908, 1514, 951]
paragraph: ಇಂದಿನ ಕ್ರೀಡಾ ಭಕ್ತಿಯಿಂದ ಓದಿದ ಮೊಬೈಲ್ ಜಾಲ ಆಟಕ್ಕೆ ಕಠಿಣ, ಕಲಿಯುವುದನ್ನು ಆಟ ಆಡಿದ ಎಂದಿದ್ದು, ಕ್ರೀಡೆ ಎಂಬುದು ವೈವಿಧ್ಯತೆಯ ಬಾಳುವುದಕ್ಕೆ ಮನುಷ್ಯಕ್ಕೆ, ದೈಹಿಕ ಬಲವನ್ನು ಹೆಚ್ಚಿಸುತ್ತದೆ. ಅದಕ್ಕಾಗಿ ಪೋಷಕರು ಮಕ್ಕಳಿಗೆ ಪ್ರೋತ್ಸಾಹ ನೀಡಬೇಕು ಎಂದು ಹೇಳಿದರು. bbox=[45, 1422, 355, 1465]
